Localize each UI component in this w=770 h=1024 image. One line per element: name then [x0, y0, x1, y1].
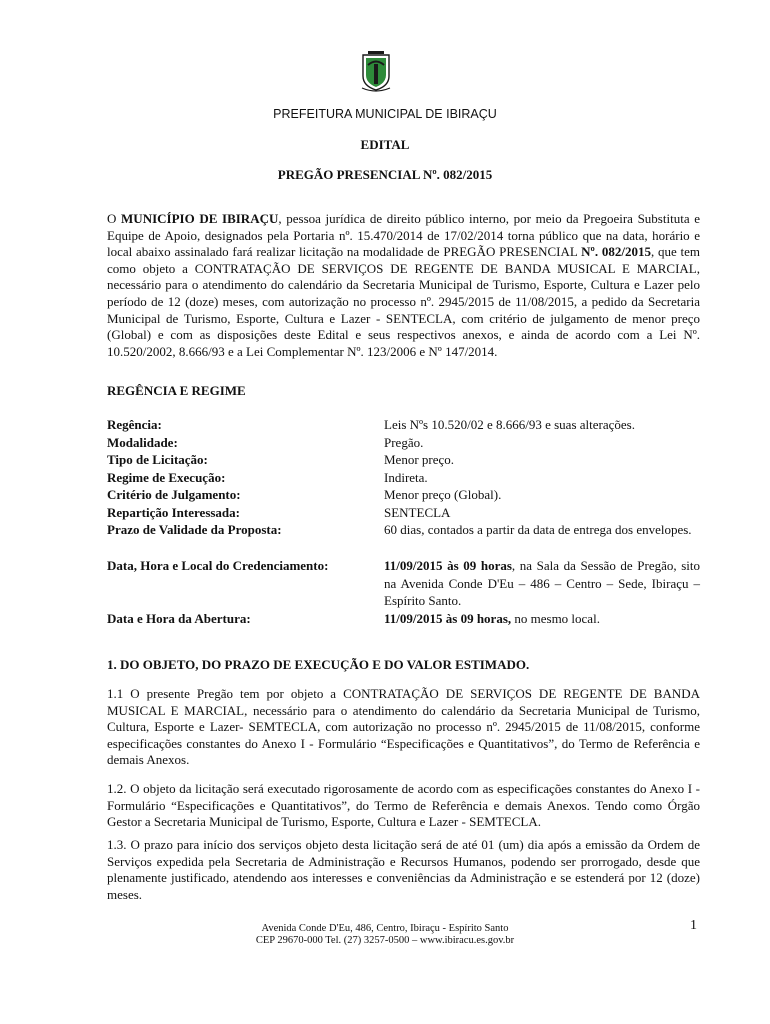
intro-bold-pregao-number: Nº. 082/2015	[581, 244, 651, 260]
regime-execucao-label: Regime de Execução:	[107, 469, 226, 485]
reparticao-value: SENTECLA	[384, 504, 451, 520]
municipal-crest-icon	[358, 50, 394, 94]
section-1-title: 1. DO OBJETO, DO PRAZO DE EXECUÇÃO E DO VALOR ESTIMADO.	[107, 657, 530, 672]
footer-address: Avenida Conde D'Eu, 486, Centro, Ibiraçu - Espírito Santo	[261, 923, 509, 934]
tipo-licitacao-label: Tipo de Licitação:	[107, 452, 208, 467]
intro-text-3: , que tem como objeto a CONTRATAÇÃO DE SERVIÇOS DE REGENTE DE BANDA MUSICAL E MARCIAL, necessário para o atendimento do calendário da Secretaria Municipal de Turismo, Esporte, Cultura e Lazer pelo período de 12 (doze) meses, com autorização no processo nº. 2945/2015 de 11/08/2015, a pedido da Secretaria Municipal de Turismo, Esporte, Cultura e Lazer - SENTECLA, com critério de julgamento de menor preço (Global) e com as disposições deste Edital e seus respectivos anexos, e ainda de acordo com a Lei Nº. 10.520/2002, 8.666/93 e a Lei Complementar Nº. 123/2006 e Nº 147/2014.	[107, 244, 701, 359]
prazo-validade-label: Prazo de Validade da Proposta:	[107, 522, 282, 537]
paragraph-1-3: 1.3. O prazo para início dos serviços objeto desta licitação será de até 01 (um) dia após a emissão da Ordem de Serviços expedida pela Secretaria de Administração e Recursos Humanos, podendo ser prorrogado, desde que plenamente justificado, atendendo aos interesses e conveniências da Administração e se estenderá por 12 (doze) meses.	[107, 837, 700, 902]
credenciamento-location: , na Sala da Sessão de Pregão, sito na Avenida Conde D'Eu – 486 – Centro – Sede, Ibiraçu – Espírito Santo.	[384, 558, 701, 608]
credenciamento-value	[384, 557, 700, 610]
abertura-value	[384, 610, 700, 628]
criterio-julgamento-label: Critério de Julgamento:	[107, 487, 241, 502]
abertura-date: 11/09/2015 às 09 horas,	[384, 611, 512, 626]
edital-title: EDITAL	[360, 137, 410, 152]
credenciamento-date: 11/09/2015 às 09 horas	[384, 558, 512, 573]
intro-paragraph	[107, 211, 700, 360]
regencia-label: Regência:	[107, 417, 162, 432]
municipio-title: PREFEITURA MUNICIPAL DE IBIRAÇU	[273, 107, 497, 121]
credenciamento-label: Data, Hora e Local do Credenciamento:	[107, 558, 329, 573]
abertura-label: Data e Hora da Abertura:	[107, 611, 251, 626]
reparticao-label: Repartição Interessada:	[107, 504, 240, 520]
prazo-validade-value: 60 dias, contados a partir da data de entrega dos envelopes.	[384, 522, 692, 537]
footer-contact: CEP 29670-000 Tel. (27) 3257-0500 – www.ibiracu.es.gov.br	[255, 935, 515, 946]
regencia-title: REGÊNCIA E REGIME	[107, 383, 246, 398]
modalidade-label: Modalidade:	[107, 434, 178, 450]
intro-text-1: O	[107, 211, 122, 226]
tipo-licitacao-value: Menor preço.	[384, 452, 455, 467]
pregao-title: PREGÃO PRESENCIAL Nº. 082/2015	[277, 167, 493, 182]
modalidade-value: Pregão.	[384, 434, 424, 450]
paragraph-1-2: 1.2. O objeto da licitação será executado rigorosamente de acordo com as especificações constantes do Anexo I - Formulário “Especificações e Quantitativos”, do Termo de Referência e demais Anexos. Tendo como Órgão Gestor a Secretaria Municipal de Turismo, Esporte, Cultura e Lazer - SEMTECLA.	[107, 781, 700, 830]
intro-text-2: , pessoa jurídica de direito público interno, por meio da Pregoeira Substituta e Equipe de Apoio, designados pela Portaria nº. 15.470/2014 de 17/02/2014 torna público que na data, horário e local abaixo assinalado fará realizar licitação na modalidade de PREGÃO PRESENCIAL	[107, 211, 700, 260]
criterio-julgamento-value: Menor preço (Global).	[384, 487, 502, 502]
paragraph-1-1: 1.1 O presente Pregão tem por objeto a CONTRATAÇÃO DE SERVIÇOS DE REGENTE DE BANDA MUSICAL E MARCIAL, necessário para o atendimento do calendário da Secretaria Municipal de Turismo, Cultura, Esporte e Lazer- SEMTECLA, com autorização no processo nº. 2945/2015 de 11/08/2015, conforme especificações constantes do Anexo I - Formulário “Especificações e Quantitativos”, do Termo de Referência e demais Anexos.	[107, 686, 700, 768]
regime-execucao-value: Indireta.	[384, 469, 428, 485]
intro-bold-municipio: MUNICÍPIO DE IBIRAÇU	[121, 211, 279, 226]
abertura-location: no mesmo local.	[511, 611, 600, 626]
page-number: 1	[690, 918, 697, 933]
regencia-value: Leis Nºs 10.520/02 e 8.666/93 e suas alterações.	[384, 417, 635, 432]
